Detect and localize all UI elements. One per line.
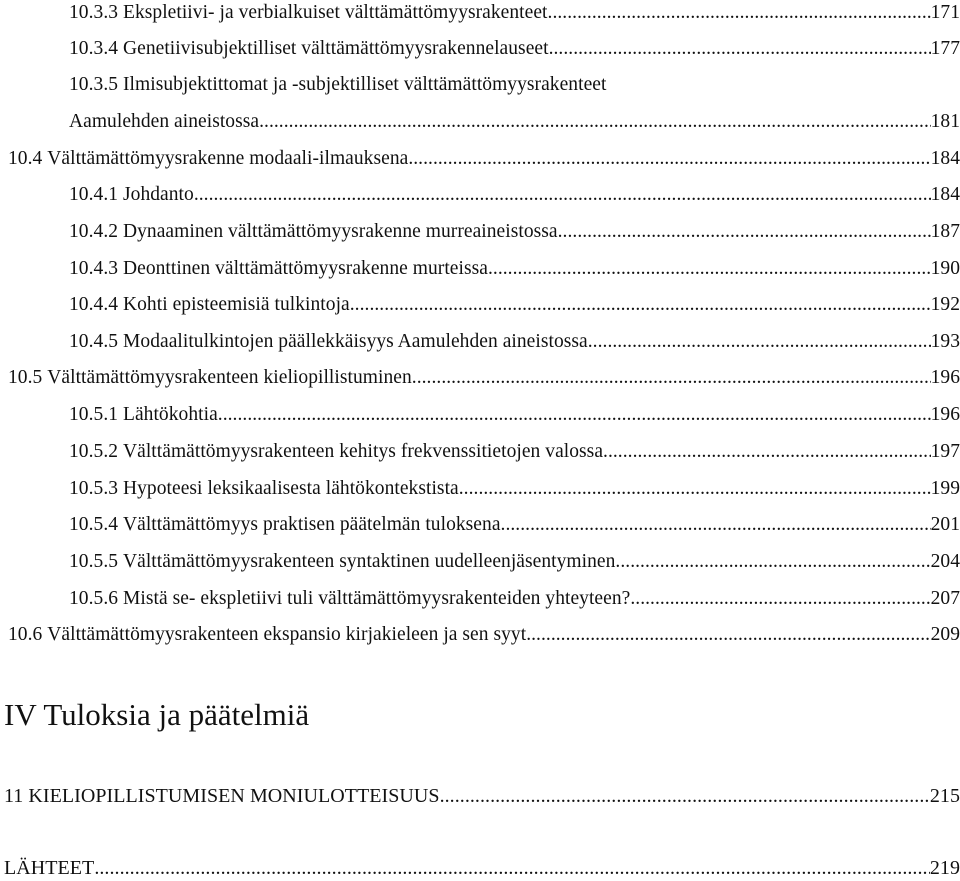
toc-leader [94, 855, 930, 881]
toc-page-number: 219 [929, 857, 960, 879]
toc-title: Modaalitulkintojen päällekkäisyys Aamulehden aineistossa [123, 331, 588, 352]
toc-entry[interactable] [8, 622, 960, 648]
toc-entry[interactable] [69, 402, 960, 428]
toc-page-number: 196 [930, 404, 960, 425]
toc-page-number: 199 [930, 478, 960, 499]
toc-page-number: 177 [930, 38, 960, 59]
toc-page-number: 209 [930, 624, 960, 645]
toc-title: Kohti episteemisiä tulkintoja [123, 294, 350, 315]
toc-page-number: 171 [930, 2, 960, 23]
toc-page-number: 184 [930, 184, 960, 205]
toc-leader [549, 36, 931, 62]
toc-entry[interactable] [69, 0, 960, 26]
toc-title: LÄHTEET [4, 857, 95, 879]
toc-leader [558, 219, 931, 245]
toc-page-number: 201 [930, 514, 960, 535]
toc-entry-continuation[interactable] [69, 109, 960, 135]
toc-leader [408, 146, 930, 172]
toc-leader [615, 549, 930, 575]
toc-entry[interactable] [69, 512, 960, 538]
toc-leader [630, 586, 930, 612]
toc-entry[interactable] [69, 329, 960, 355]
toc-number: 10.4.5 [69, 331, 119, 352]
toc-leader [488, 256, 931, 282]
toc-title: Välttämättömyysrakenteen kieliopillistuminen [47, 367, 412, 388]
toc-page-number: 196 [930, 367, 960, 388]
toc-title: Dynaaminen välttämättömyysrakenne murreaineistossa [123, 221, 558, 242]
toc-page-number: 204 [930, 551, 960, 572]
toc-title: Ekspletiivi- ja verbialkuiset välttämättömyysrakenteet [123, 2, 548, 23]
toc-number: 10.5.5 [69, 551, 119, 572]
toc-title: KIELIOPILLISTUMISEN MONIULOTTEISUUS [28, 785, 440, 807]
toc-entry[interactable] [69, 476, 960, 502]
toc-number: 10.4.4 [69, 294, 119, 315]
toc-entry[interactable] [69, 182, 960, 208]
toc-page-number: 184 [930, 148, 960, 169]
toc-page-number: 192 [930, 294, 960, 315]
toc-leader [603, 439, 931, 465]
toc-title: Välttämättömyys praktisen päätelmän tuloksena [123, 514, 501, 535]
toc-number: 10.4.1 [69, 184, 119, 205]
toc-page-number: 207 [930, 588, 960, 609]
toc-leader [501, 512, 931, 538]
part-heading: IV Tuloksia ja päätelmiä [4, 697, 310, 732]
toc-title: Lähtökohtia [123, 404, 218, 425]
toc-number: 10.4 [8, 148, 43, 169]
toc-number: 10.5.1 [69, 404, 119, 425]
toc-number: 10.5.3 [69, 478, 119, 499]
toc-page-number: 181 [930, 111, 960, 132]
toc-entry[interactable] [8, 365, 960, 391]
toc-entry[interactable] [69, 549, 960, 575]
toc-leader [440, 783, 930, 809]
toc-leader [412, 365, 931, 391]
toc-number: 10.5.6 [69, 588, 119, 609]
toc-title: Deonttinen välttämättömyysrakenne murteissa [123, 258, 488, 279]
toc-number: 10.3.4 [69, 38, 119, 59]
toc-leader [588, 329, 931, 355]
toc-number: 10.4.3 [69, 258, 119, 279]
toc-leader [526, 622, 930, 648]
toc-title: Aamulehden aineistossa [69, 111, 260, 132]
toc-page-number: 197 [930, 441, 960, 462]
toc-entry[interactable] [69, 586, 960, 612]
toc-title: Välttämättömyysrakenteen syntaktinen uudelleenjäsentyminen [123, 551, 616, 572]
toc-page-number: 187 [930, 221, 960, 242]
toc-entry[interactable] [4, 783, 960, 809]
toc-leader [548, 0, 931, 26]
toc-title: Mistä se- ekspletiivi tuli välttämättömyysrakenteiden yhteyteen? [123, 588, 631, 609]
toc-leader [259, 109, 931, 135]
toc-page-number: 215 [929, 785, 960, 807]
toc-number: 10.3.3 [69, 2, 119, 23]
toc-entry[interactable] [69, 72, 960, 98]
toc-title: Ilmisubjektittomat ja -subjektilliset välttämättömyysrakenteet [123, 74, 607, 95]
toc-number: 11 [4, 785, 24, 807]
toc-title: Johdanto [123, 184, 194, 205]
toc-entry[interactable] [69, 439, 960, 465]
toc-number: 10.6 [8, 624, 43, 645]
toc-title: Välttämättömyysrakenteen kehitys frekvenssitietojen valossa [123, 441, 604, 462]
toc-entry[interactable] [69, 219, 960, 245]
toc-leader [218, 402, 931, 428]
toc-number: 10.4.2 [69, 221, 119, 242]
toc-number: 10.5 [8, 367, 43, 388]
toc-entry[interactable] [4, 855, 960, 881]
toc-title: Välttämättömyysrakenteen ekspansio kirjakieleen ja sen syyt [47, 624, 527, 645]
toc-number: 10.5.2 [69, 441, 119, 462]
toc-leader [459, 476, 931, 502]
toc-entry[interactable] [69, 36, 960, 62]
toc-title: Välttämättömyysrakenne modaali-ilmauksena [47, 148, 409, 169]
toc-entry[interactable] [69, 256, 960, 282]
toc-entry[interactable] [8, 146, 960, 172]
toc-leader [350, 292, 931, 318]
toc-leader [194, 182, 931, 208]
toc-number: 10.5.4 [69, 514, 119, 535]
toc-page-number: 193 [930, 331, 960, 352]
toc-page-number: 190 [930, 258, 960, 279]
toc-number: 10.3.5 [69, 74, 119, 95]
toc-entry[interactable] [69, 292, 960, 318]
toc-title: Genetiivisubjektilliset välttämättömyysrakennelauseet [123, 38, 549, 59]
toc-title: Hypoteesi leksikaalisesta lähtökontekstista [123, 478, 459, 499]
